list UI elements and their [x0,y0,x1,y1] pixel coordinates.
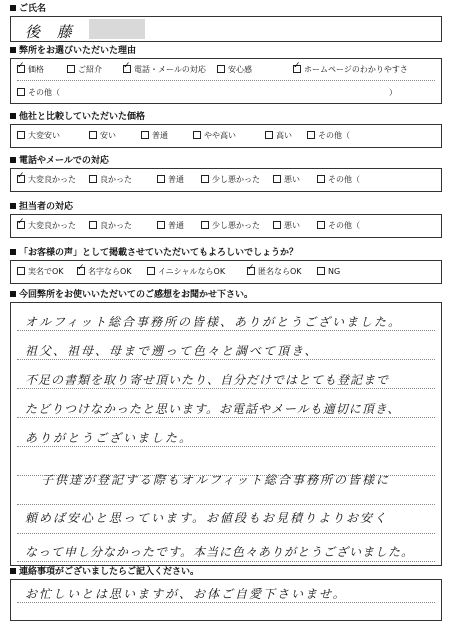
checkbox [317,175,325,183]
divider [17,80,435,81]
name-field [10,16,442,42]
price-box [10,124,442,148]
checkbox [123,60,131,73]
checkbox [265,131,273,139]
price-label: 安い [100,131,116,140]
impression-line: 頼めば安心と思っています。お値段もお見積りよりお安く [25,511,389,525]
impression-line: 子供達が登記する際もオルフィット総合事務所の皆様に [41,473,391,487]
publish-option [147,267,225,277]
writing-line [17,446,435,447]
checkbox [157,221,165,229]
checkbox [89,131,97,139]
staff-option [17,216,76,231]
reason-label: ホームページのわかりやすさ [304,65,408,74]
reason-other-close: ） [389,88,397,97]
staff-label: 少し悪かった [212,221,260,230]
checkmark-icon: ✓ [293,60,301,71]
notes-section [10,566,442,621]
checkbox [317,267,325,275]
publish-header-text: 「お客様の声」として掲載させていただいてもよろしいでしょうか？ [19,248,299,258]
impression-line: 祖父、祖母、母まで遡って色々と調べて頂き、 [25,344,319,358]
checkmark-icon: ✓ [123,60,131,71]
contact-section [10,155,442,191]
contact-option [17,170,76,185]
writing-line [17,602,435,603]
contact-box [10,168,442,192]
price-label: 高い [276,131,292,140]
staff-option [273,221,300,231]
contact-label: 大変良かった [28,175,76,184]
reasons-box [10,58,442,104]
bullet-square-icon [10,203,16,209]
price-option [307,131,350,141]
price-header [10,111,145,123]
staff-option [157,221,184,231]
staff-label: 大変良かった [28,221,76,230]
impression-line: なって申し分なかったです。本当に色々ありがとうございました。 [25,545,415,559]
checkbox [273,175,281,183]
price-option [141,131,168,141]
reason-label: 安心感 [228,65,252,74]
reason-option [293,60,408,75]
contact-option [157,175,184,185]
reason-label: 電話・メールの対応 [134,65,206,74]
bullet-square-icon [10,157,16,163]
notes-box [10,579,442,621]
publish-label: 匿名ならOK [258,267,302,276]
contact-option [201,175,260,185]
checkbox [17,88,25,96]
impressions-header [10,289,253,301]
publish-label: NG [328,267,341,276]
staff-label: 普通 [168,221,184,230]
reason-label: ご紹介 [78,65,102,74]
price-label: 大変安い [28,131,60,140]
checkbox [17,216,25,229]
bullet-square-icon [10,568,16,574]
writing-line [17,504,435,505]
bullet-square-icon [10,249,16,255]
publish-label: 名字ならOK [88,267,132,276]
checkbox [147,267,155,275]
name-header-text: ご氏名 [19,4,47,14]
bullet-square-icon [10,5,16,11]
checkbox [217,65,225,73]
reason-label: 価格 [28,65,44,74]
checkbox [293,60,301,73]
reasons-header-text: 弊所をお選びいただいた理由 [19,46,137,56]
reasons-header [10,45,136,57]
bullet-square-icon [10,291,16,297]
checkmark-icon: ✓ [17,60,25,71]
contact-label: 普通 [168,175,184,184]
checkmark-icon: ✓ [17,216,25,227]
reason-option [17,60,44,75]
price-option [193,131,236,141]
publish-header [10,247,298,259]
staff-section [10,201,442,237]
staff-option [201,221,260,231]
checkbox [141,131,149,139]
staff-label: その他（ [328,221,360,230]
checkbox [17,170,25,183]
impression-line: ありがとうございました。 [25,431,194,445]
checkbox [17,60,25,73]
publish-option [17,267,64,277]
publish-label: イニシャルならOK [158,267,226,276]
checkbox [307,131,315,139]
contact-label: 悪い [284,175,300,184]
publish-option [317,267,340,277]
price-option [265,131,292,141]
reason-other [17,88,60,98]
name-section [10,3,442,43]
publish-option [247,262,302,277]
reasons-section [10,45,442,103]
contact-label: 良かった [100,175,132,184]
reason-option [123,60,206,75]
name-header [10,3,46,15]
price-option [89,131,116,141]
staff-label: 悪い [284,221,300,230]
price-option [17,131,60,141]
checkmark-icon: ✓ [17,170,25,181]
checkbox [317,221,325,229]
checkmark-icon: ✓ [247,262,255,273]
impression-line: 不足の書類を取り寄せ頂いたり、自分だけではとても登記まで [25,373,390,387]
checkbox [273,221,281,229]
publish-section [10,247,442,283]
checkbox [89,221,97,229]
writing-line [17,561,435,562]
checkbox [89,175,97,183]
checkbox [77,262,85,275]
reason-option [67,65,102,75]
staff-label: 良かった [100,221,132,230]
staff-header-text: 担当者の対応 [19,202,74,212]
checkbox [17,131,25,139]
writing-line [17,533,435,534]
writing-line [17,388,435,389]
checkbox [193,131,201,139]
writing-line [17,330,435,331]
contact-label: 少し悪かった [212,175,260,184]
contact-option [317,175,360,185]
publish-box [10,260,442,284]
impression-line: たどりつけなかったと思います。お電話やメールも適切に頂き、 [25,402,401,416]
notes-header-text: 連絡事項がございましたらご記入ください。 [19,567,200,577]
name-redaction [89,19,145,39]
bullet-square-icon [10,113,16,119]
price-label: やや高い [204,131,236,140]
checkbox [247,262,255,275]
checkbox [67,65,75,73]
impressions-box [10,302,442,566]
contact-header-text: 電話やメールでの対応 [19,156,109,166]
staff-box [10,214,442,238]
staff-header [10,201,73,213]
writing-line [17,359,435,360]
note-line: お忙しいとは思いますが、お体ご自愛下さいませ。 [25,587,347,601]
contact-header [10,155,109,167]
checkmark-icon: ✓ [77,262,85,273]
impressions-section [10,289,442,565]
checkbox [201,221,209,229]
reason-other-label: その他（ [28,88,60,97]
reason-option [217,65,252,75]
contact-label: その他（ [328,175,360,184]
staff-option [317,221,360,231]
checkbox [17,267,25,275]
contact-option [89,175,132,185]
price-label: 普通 [152,131,168,140]
price-label: その他（ [318,131,350,140]
impression-line: オルフィット総合事務所の皆様、ありがとうございました。 [25,315,403,329]
checkbox [157,175,165,183]
checkbox [201,175,209,183]
price-section [10,111,442,147]
contact-option [273,175,300,185]
staff-option [89,221,132,231]
price-header-text: 他社と比較していただいた価格 [19,112,146,122]
impressions-header-text: 今回弊所をお使いいただいてのご感想をお聞かせ下さい。 [19,290,254,300]
publish-option [77,262,132,277]
writing-line [17,417,435,418]
notes-header [10,566,199,578]
publish-label: 実名でOK [28,267,64,276]
bullet-square-icon [10,47,16,53]
name-value: 後 藤 [25,23,78,41]
